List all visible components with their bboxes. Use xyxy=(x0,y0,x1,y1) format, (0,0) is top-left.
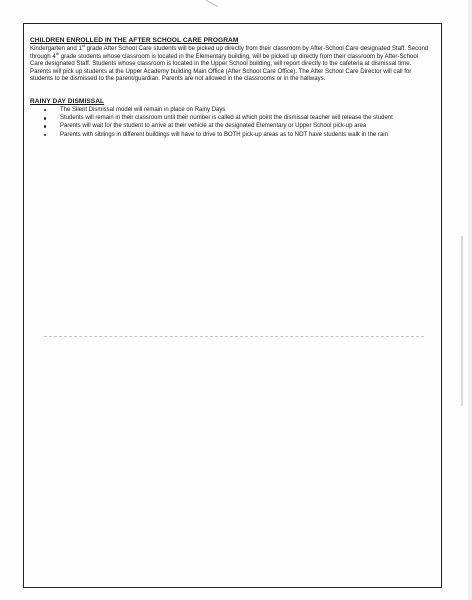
fold-line xyxy=(44,336,424,337)
paragraph-text-1: Kindergarten and 1 xyxy=(30,45,82,52)
list-item: Parents will wait for the student to arrive at their vehicle at the designated Elementary or Upper School pick-up area xyxy=(30,122,432,130)
superscript-1: st xyxy=(81,42,85,48)
document-content xyxy=(30,37,432,139)
after-school-care-paragraph xyxy=(30,42,432,83)
list-item: Students will remain in their classroom until their number is called at which point the dismissal teacher will release the student xyxy=(30,114,432,122)
rainy-day-list xyxy=(30,106,432,139)
superscript-2: th xyxy=(55,50,60,56)
page-edge xyxy=(468,0,472,600)
paragraph-text-3: grade students whose classroom is located in the Elementary building, will be picked up directly from their classroom by After-School Care designated Staff. Students whose classroom is located in the Upper School building, will report directly to the cafeteria at dismissal time. Parents will pick up students at the Upper Academy building Main Office (After School Care Office). The After School Care Director will call for students to be dismissed to the parent/guardian. Parents are not allowed in the classrooms or in the hallways. xyxy=(30,52,419,83)
scan-artifact-line xyxy=(461,236,463,406)
after-school-care-heading: CHILDREN ENROLLED IN THE AFTER SCHOOL CARE PROGRAM xyxy=(30,37,239,44)
paragraph-text-2: grade After School Care students will be picked up directly from their classroom by After-School Care designated Staff. Second through 4 xyxy=(30,45,429,60)
rainy-day-heading: RAINY DAY DISMISSAL xyxy=(30,97,105,105)
list-item: The Silent Dismissal model will remain in place on Rainy Days xyxy=(30,106,432,114)
scan-mark xyxy=(206,0,219,7)
list-item: Parents with siblings in different buildings will have to drive to BOTH pick-up areas as to NOT have students walk in the rain xyxy=(30,131,432,139)
